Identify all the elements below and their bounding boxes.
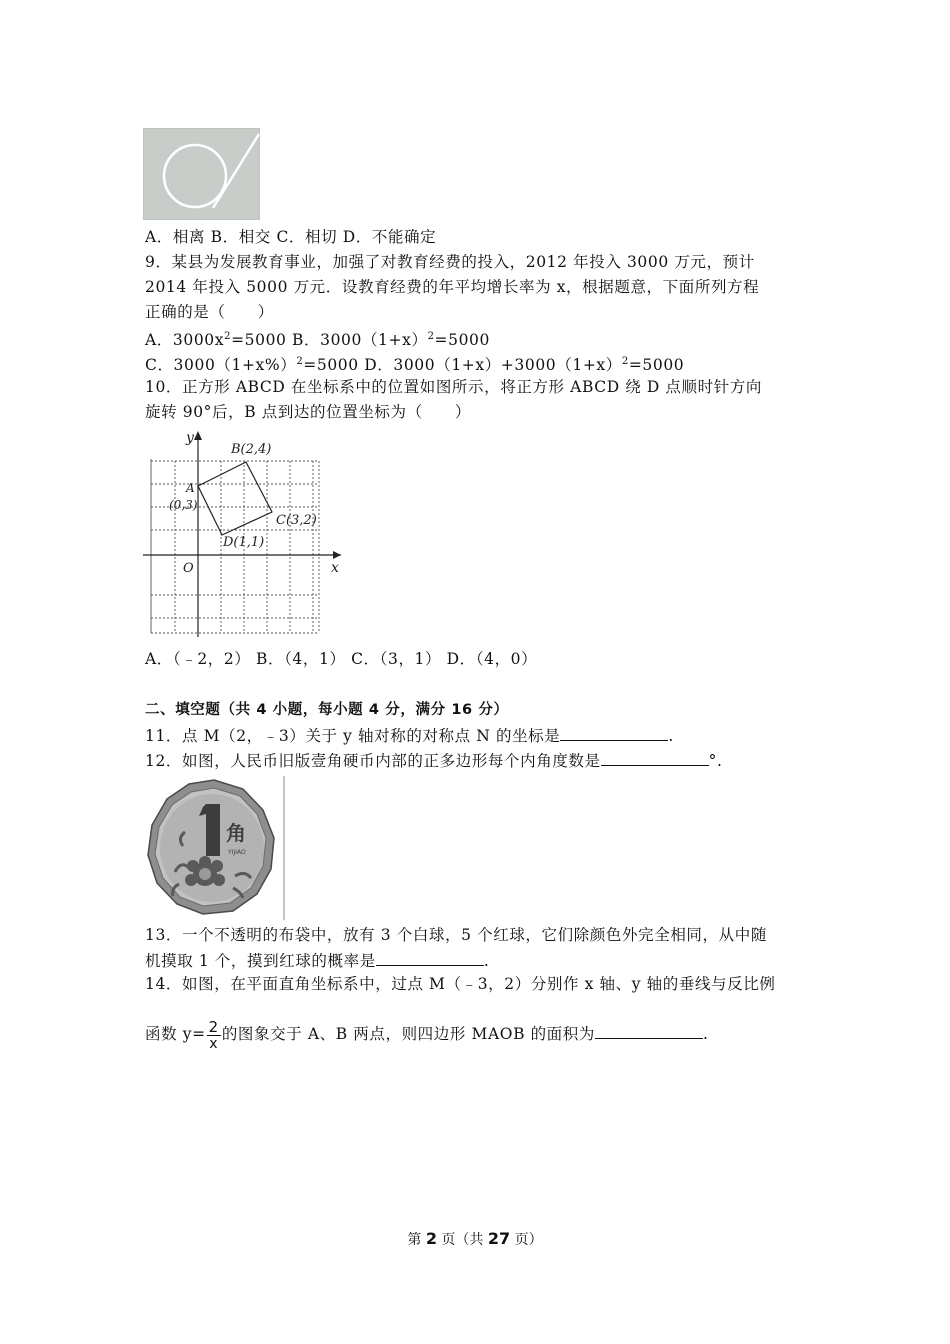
q8-options: A．相离 B．相交 C．相切 D．不能确定 bbox=[145, 228, 437, 246]
y-axis-label: y bbox=[186, 430, 194, 446]
circle-line-image bbox=[143, 128, 260, 220]
point-c-label: C(3,2) bbox=[276, 513, 317, 528]
coin-char: 角 bbox=[226, 821, 246, 845]
page-footer: 第 2 页（共 27 页） bbox=[407, 1229, 543, 1248]
coin-image bbox=[143, 776, 285, 920]
q12-answer-blank[interactable] bbox=[601, 749, 709, 766]
q9-options-cd: C．$3000(1+x\%)^2=5000$ D．$3000(1+x)+3000(1+x)^2=5000$ bbox=[145, 356, 685, 375]
q10-options: A．（﹣2，2） B．（4，1） C．（3，1） D．（4，0） bbox=[145, 650, 538, 668]
q9-line2: 2014 年投入 5000 万元．设教育经费的年平均增长率为 x，根据题意，下面所列方程 bbox=[145, 278, 760, 296]
q10-line2: 旋转 90°后，B 点到达的位置坐标为（ ） bbox=[145, 403, 472, 421]
coordinate-grid bbox=[143, 425, 343, 640]
point-d-label: D(1,1) bbox=[223, 535, 265, 550]
q9-line1: 9．某县为发展教育事业，加强了对教育经费的投入，2012 年投入 3000 万元，预计 bbox=[145, 253, 755, 271]
x-axis-label: x bbox=[331, 560, 339, 576]
coin-pinyin: YIJIAO bbox=[228, 849, 246, 856]
q10-figure bbox=[143, 425, 343, 640]
q14-answer-blank[interactable] bbox=[595, 1022, 703, 1039]
q8-figure bbox=[143, 128, 260, 220]
q12: 12．如图，人民币旧版壹角硬币内部的正多边形每个内角度数是 °. bbox=[145, 749, 723, 772]
point-b-label: B(2,4) bbox=[231, 442, 272, 457]
current-page: 2 bbox=[425, 1229, 437, 1248]
q14-line2: 函数 y= $\frac{2}{x}$ 的图象交于 A、B 两点，则四边形 MAOB 的面积为 . bbox=[145, 1017, 709, 1052]
q13-answer-blank[interactable] bbox=[376, 949, 484, 966]
total-pages: 27 bbox=[487, 1229, 511, 1248]
q13-line1: 13．一个不透明的布袋中，放有 3 个白球，5 个红球，它们除颜色外完全相同，从中随 bbox=[145, 926, 767, 944]
q11: 11．点 M（2，﹣3）关于 y 轴对称的对称点 N 的坐标是 . bbox=[145, 724, 674, 747]
point-a-label: A bbox=[186, 481, 195, 495]
q9-line3: 正确的是（ ） bbox=[145, 303, 274, 321]
fraction-2-over-x: $\frac{2}{x}$ bbox=[208, 1017, 219, 1052]
q13-line2: 机摸取 1 个，摸到红球的概率是 . bbox=[145, 949, 489, 972]
q11-answer-blank[interactable] bbox=[560, 724, 668, 741]
q9-options-ab: A．$3000x^2=5000$ B．$3000(1+x)^2=5000$ bbox=[145, 331, 490, 350]
section2-title: 二、填空题（共 4 小题，每小题 4 分，满分 16 分） bbox=[145, 702, 509, 718]
q10-line1: 10．正方形 ABCD 在坐标系中的位置如图所示，将正方形 ABCD 绕 D 点顺时针方向 bbox=[145, 378, 763, 396]
origin-label: O bbox=[183, 561, 194, 576]
point-a-coord: (0,3) bbox=[169, 498, 198, 512]
q12-figure bbox=[143, 776, 285, 920]
q14-line1: 14．如图，在平面直角坐标系中，过点 M（﹣3，2）分别作 x 轴、y 轴的垂线与反比例 bbox=[145, 975, 776, 993]
